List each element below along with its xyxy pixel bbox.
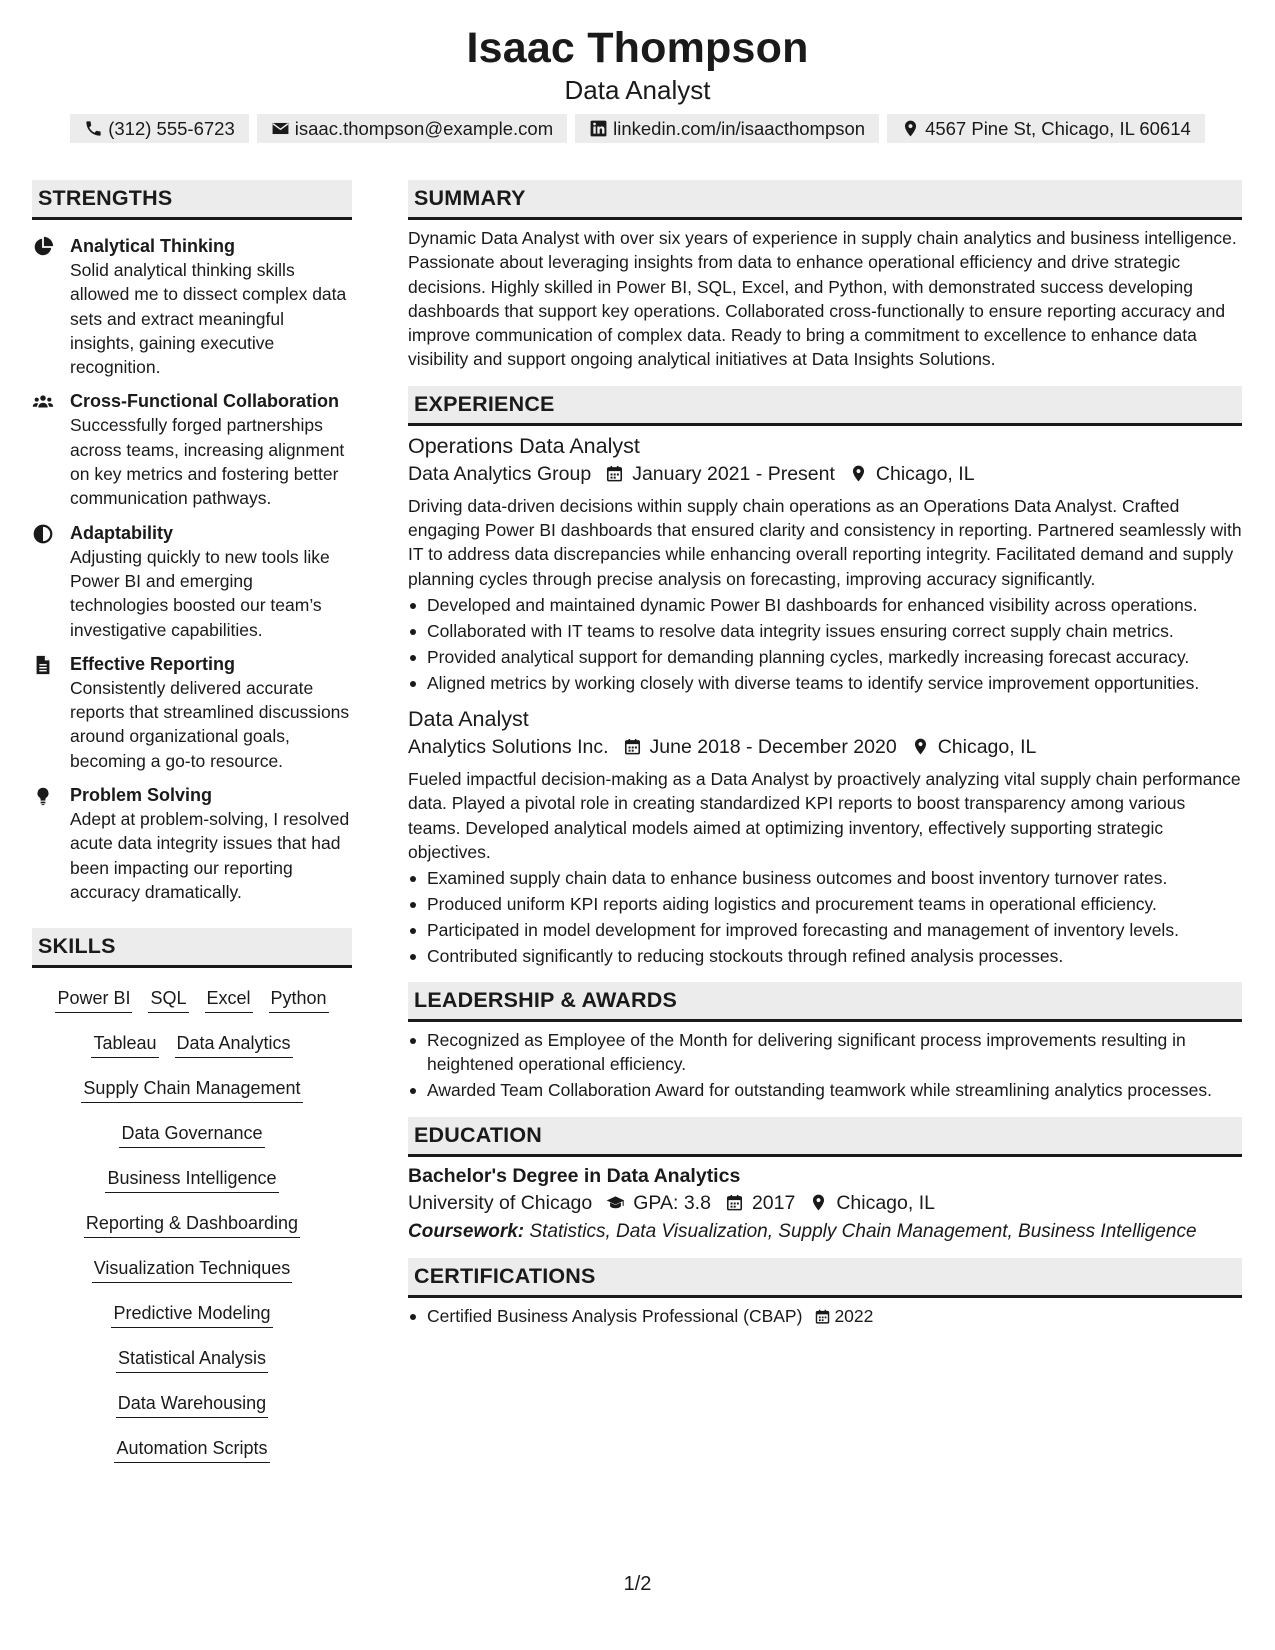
strength-title: Cross-Functional Collaboration xyxy=(70,391,340,412)
education-meta xyxy=(408,1189,1242,1217)
gpa: GPA: 3.8 xyxy=(633,1191,711,1214)
school-location: Chicago, IL xyxy=(836,1191,935,1214)
calendar-icon xyxy=(814,1308,831,1325)
list-item: Developed and maintained dynamic Power BI dashboards for enhanced visibility across operations. xyxy=(408,593,1242,617)
list-item: Examined supply chain data to enhance business outcomes and boost inventory turnover rates. xyxy=(408,866,1242,890)
job-entry xyxy=(408,432,1242,695)
lightbulb-icon xyxy=(32,785,54,807)
skill-tag: Python xyxy=(269,986,329,1013)
education-heading: EDUCATION xyxy=(408,1117,1242,1157)
certification-year: 2022 xyxy=(834,1306,874,1327)
users-icon xyxy=(32,391,54,413)
page-number: 1/2 xyxy=(623,1573,652,1595)
strength-item xyxy=(32,389,352,510)
skill-row xyxy=(32,1076,352,1121)
strength-item xyxy=(32,234,352,379)
list-item: Produced uniform KPI reports aiding logistics and procurement teams in operational efficiency. xyxy=(408,892,1242,916)
skill-row xyxy=(32,1346,352,1391)
contact-linkedin-text: linkedin.com/in/isaacthompson xyxy=(613,118,866,139)
list-item: Collaborated with IT teams to resolve data integrity issues ensuring correct supply chain metrics. xyxy=(408,619,1242,643)
calendar-icon xyxy=(605,464,624,483)
list-item: Aligned metrics by working closely with diverse teams to identify service improvement opportunities. xyxy=(408,671,1242,695)
list-item: Contributed significantly to reducing stockouts through refined analysis processes. xyxy=(408,944,1242,968)
job-company: Analytics Solutions Inc. xyxy=(408,735,609,758)
degree-title: Bachelor's Degree in Data Analytics xyxy=(408,1164,741,1187)
job-entry xyxy=(408,705,1242,968)
skill-row xyxy=(32,1121,352,1166)
skill-row xyxy=(32,1211,352,1256)
strength-desc: Successfully forged partnerships across teams, increasing alignment on key metrics and fostering better communication pathways. xyxy=(70,415,345,509)
experience-heading: EXPERIENCE xyxy=(408,386,1242,426)
strength-desc: Solid analytical thinking skills allowed me to dissect complex data sets and extract meaningful insights, gaining executive recognition. xyxy=(70,260,347,378)
strength-item xyxy=(32,783,352,904)
coursework-list: Statistics, Data Visualization, Supply Chain Management, Business Intelligence xyxy=(529,1220,1197,1242)
candidate-role: Data Analyst xyxy=(564,75,711,105)
contact-phone[interactable] xyxy=(70,114,249,143)
list-item: Provided analytical support for demanding planning cycles, markedly increasing forecast accuracy. xyxy=(408,645,1242,669)
map-pin-icon xyxy=(911,737,930,756)
school-name: University of Chicago xyxy=(408,1191,593,1214)
half-circle-icon xyxy=(32,523,54,545)
strength-item xyxy=(32,521,352,642)
graduation-cap-icon xyxy=(606,1193,625,1212)
certifications-heading: CERTIFICATIONS xyxy=(408,1258,1242,1298)
skill-tag: Visualization Techniques xyxy=(92,1256,292,1283)
strength-title: Problem Solving xyxy=(70,785,213,806)
envelope-icon xyxy=(271,119,290,138)
strength-title: Analytical Thinking xyxy=(70,236,236,256)
map-pin-icon xyxy=(809,1193,828,1212)
list-item xyxy=(408,1304,1242,1328)
strength-desc: Adept at problem-solving, I resolved acute data integrity issues that had been impacting our reporting accuracy dramatically. xyxy=(70,809,350,902)
calendar-icon xyxy=(725,1193,744,1212)
skill-row xyxy=(32,1301,352,1346)
certifications-section xyxy=(408,1258,1242,1328)
right-column xyxy=(408,180,1242,1330)
education-section xyxy=(408,1117,1242,1245)
skill-tag: Predictive Modeling xyxy=(111,1301,272,1328)
skills-list xyxy=(32,986,352,1481)
job-dates: January 2021 - Present xyxy=(632,462,835,485)
skill-tag: Supply Chain Management xyxy=(81,1076,302,1103)
skill-row xyxy=(32,1391,352,1436)
linkedin-icon xyxy=(589,119,608,138)
document-icon xyxy=(32,654,54,676)
skill-tag: Data Governance xyxy=(119,1121,264,1148)
job-title: Data Analyst xyxy=(408,706,529,731)
leadership-heading: LEADERSHIP & AWARDS xyxy=(408,982,1242,1022)
skill-tag: Automation Scripts xyxy=(114,1436,269,1463)
skill-tag: SQL xyxy=(148,986,188,1013)
skill-row xyxy=(32,986,352,1031)
skill-tag: Statistical Analysis xyxy=(116,1346,268,1373)
skill-tag: Excel xyxy=(205,986,253,1013)
contact-email[interactable] xyxy=(257,114,567,143)
experience-section xyxy=(408,386,1242,968)
contact-address-text: 4567 Pine St, Chicago, IL 60614 xyxy=(925,118,1191,139)
list-item: Awarded Team Collaboration Award for outstanding teamwork while streamlining analytics processes. xyxy=(408,1078,1242,1102)
skill-tag: Business Intelligence xyxy=(105,1166,278,1193)
skill-row xyxy=(32,1256,352,1301)
job-bullets xyxy=(408,593,1242,695)
leadership-bullets xyxy=(408,1028,1242,1102)
left-column xyxy=(32,180,352,1481)
list-item: Recognized as Employee of the Month for delivering significant process improvements resulting in heightened operational efficiency. xyxy=(408,1028,1242,1077)
contact-address xyxy=(887,114,1205,143)
job-dates: June 2018 - December 2020 xyxy=(649,735,897,758)
job-description: Driving data-driven decisions within supply chain operations as an Operations Data Analyst. Crafted engaging Power BI dashboards that ensured clarity and consistency in reporting. Partnered seamlessly with IT to address data discrepancies while enhancing overall reporting integrity. Facilitated demand and supply planning cycles through precise analysis on forecasting, improving accuracy significantly. xyxy=(408,495,1242,589)
skill-tag: Power BI xyxy=(55,986,132,1013)
job-title: Operations Data Analyst xyxy=(408,433,640,458)
job-location: Chicago, IL xyxy=(937,735,1037,758)
skills-section xyxy=(32,928,352,1481)
contact-email-text: isaac.thompson@example.com xyxy=(294,118,554,139)
leadership-section xyxy=(408,982,1242,1102)
job-bullets xyxy=(408,866,1242,968)
graduation-year: 2017 xyxy=(751,1191,796,1214)
phone-icon xyxy=(84,119,103,138)
list-item: Participated in model development for improved forecasting and management of inventory levels. xyxy=(408,918,1242,942)
calendar-icon xyxy=(623,737,642,756)
pie-chart-icon xyxy=(32,236,54,258)
coursework-label: Coursework: xyxy=(408,1220,525,1242)
skills-heading: SKILLS xyxy=(32,928,352,968)
job-location: Chicago, IL xyxy=(875,462,975,485)
skill-tag: Data Warehousing xyxy=(116,1391,268,1418)
summary-text: Dynamic Data Analyst with over six years of experience in supply chain analytics and business intelligence. Passionate about leveraging insights from data to enhance operational efficiency and drive strategic decisions. Highly skilled in Power BI, SQL, Excel, and Python, with demonstrated success developing dashboards that support key operations. Collaborated cross-functionally to ensure reporting accuracy and improve communication of complex data. Ready to bring a commitment to excellence to enhance data visibility and support ongoing analytical initiatives at Data Insights Solutions. xyxy=(408,228,1237,370)
certification-name: Certified Business Analysis Professional (CBAP) xyxy=(427,1306,803,1327)
skill-row xyxy=(32,1166,352,1211)
job-meta xyxy=(408,460,1242,488)
job-meta xyxy=(408,733,1242,761)
contact-linkedin[interactable] xyxy=(575,114,879,143)
contact-bar xyxy=(0,114,1275,143)
coursework xyxy=(408,1220,1242,1245)
map-pin-icon xyxy=(901,119,920,138)
candidate-name: Isaac Thompson xyxy=(466,24,809,72)
certification-list xyxy=(408,1304,1242,1328)
skill-tag: Tableau xyxy=(91,1031,158,1058)
strength-item xyxy=(32,652,352,773)
skill-tag: Reporting & Dashboarding xyxy=(84,1211,300,1238)
skill-row xyxy=(32,1436,352,1481)
summary-heading: SUMMARY xyxy=(408,180,1242,220)
contact-phone-text: (312) 555-6723 xyxy=(108,118,235,139)
strengths-heading: STRENGTHS xyxy=(32,180,352,220)
strength-title: Effective Reporting xyxy=(70,653,236,674)
job-company: Data Analytics Group xyxy=(408,462,592,485)
strength-desc: Consistently delivered accurate reports that streamlined discussions around organizational goals, becoming a go-to resource. xyxy=(70,677,350,771)
map-pin-icon xyxy=(849,464,868,483)
strength-title: Adaptability xyxy=(70,522,174,543)
skill-row xyxy=(32,1031,352,1076)
strength-desc: Adjusting quickly to new tools like Power BI and emerging technologies boosted our team’s investigative capabilities. xyxy=(70,546,330,640)
job-description: Fueled impactful decision-making as a Data Analyst by proactively analyzing vital supply chain performance data. Played a pivotal role in creating standardized KPI reports to boost transparency among various teams. Developed analytical models aimed at optimizing inventory, effectively supporting strategic objectives. xyxy=(408,768,1241,862)
skill-tag: Data Analytics xyxy=(175,1031,293,1058)
